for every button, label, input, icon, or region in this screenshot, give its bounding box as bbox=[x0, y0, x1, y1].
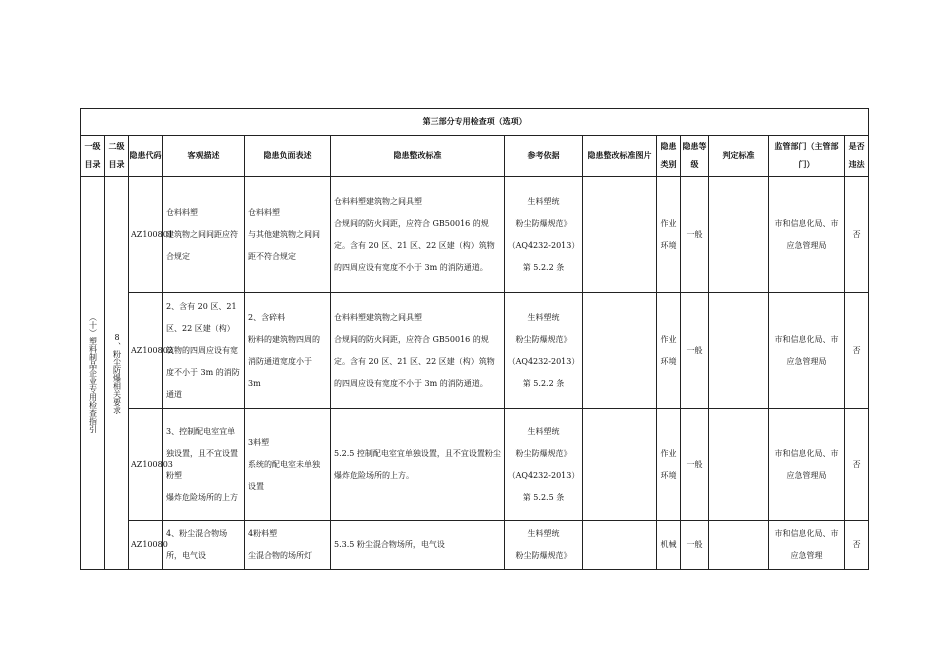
category-cell: 作业环境 bbox=[657, 409, 681, 521]
header-objective: 客观描述 bbox=[163, 136, 245, 177]
standard-cell: 5.3.5 粉尘混合物场所，电气设 bbox=[331, 521, 505, 570]
standard-cell: 仓料料塑建筑物之间具塑 合规间的防火间距，应符合 GB50016 的规定。含有 20 区、21 区、22 区建（构）筑物的四周应设有宽度不小于 3m 的消防通道。 bbox=[331, 177, 505, 293]
reference-cell: 生料塑统 粉尘防爆规范》 （AQ4232-2013） 第 5.2.2 条 bbox=[505, 177, 583, 293]
standard-cell: 仓料料塑建筑物之间具塑 合规间的防火间距，应符合 GB50016 的规定。含有 20 区、21 区、22 区建（构）筑物的四周应设有宽度不小于 3m 的消防通道。 bbox=[331, 293, 505, 409]
code-cell: AZ100803 bbox=[129, 409, 163, 521]
table-row bbox=[81, 293, 869, 409]
header-negative: 隐患负面表述 bbox=[245, 136, 331, 177]
objective-cell: 仓料料塑 建筑物之间间距应符合规定 bbox=[163, 177, 245, 293]
judgement-cell bbox=[709, 177, 769, 293]
image-cell bbox=[583, 177, 657, 293]
header-standard: 隐患整改标准 bbox=[331, 136, 505, 177]
table-row bbox=[81, 521, 869, 570]
table-title: 第三部分专用检查项（选项） bbox=[81, 109, 869, 136]
illegal-cell: 否 bbox=[845, 409, 869, 521]
level2-label: 8、粉尘防爆相关要求 bbox=[112, 332, 122, 414]
header-code: 隐患代码 bbox=[129, 136, 163, 177]
code-cell: AZ100801 bbox=[129, 177, 163, 293]
dept-cell: 市和信息化局、市应急管理局 bbox=[769, 177, 845, 293]
inspection-table bbox=[80, 108, 869, 570]
level1-cell bbox=[81, 177, 105, 570]
judgement-cell bbox=[709, 293, 769, 409]
level2-cell bbox=[105, 177, 129, 570]
illegal-cell: 否 bbox=[845, 177, 869, 293]
illegal-cell: 否 bbox=[845, 521, 869, 570]
table-row bbox=[81, 177, 869, 293]
reference-cell: 生料塑统 粉尘防爆规范》 bbox=[505, 521, 583, 570]
header-level2: 二级目录 bbox=[105, 136, 129, 177]
header-judgement: 判定标准 bbox=[709, 136, 769, 177]
standard-cell: 5.2.5 控制配电室宜单独设置，且不宜设置粉尘爆炸危险场所的上方。 bbox=[331, 409, 505, 521]
header-image: 隐患整改标准图片 bbox=[583, 136, 657, 177]
dept-cell: 市和信息化局、市应急管理局 bbox=[769, 293, 845, 409]
header-illegal: 是否违法 bbox=[845, 136, 869, 177]
reference-cell: 生料塑统 粉尘防爆规范》 （AQ4232-2013） 第 5.2.5 条 bbox=[505, 409, 583, 521]
image-cell bbox=[583, 521, 657, 570]
image-cell bbox=[583, 409, 657, 521]
category-cell: 作业环境 bbox=[657, 177, 681, 293]
level1-label: （十）塑料制品企业专用检查指引 bbox=[88, 313, 98, 433]
category-cell: 机械 bbox=[657, 521, 681, 570]
header-grade: 隐患等级 bbox=[681, 136, 709, 177]
code-cell: AZ100802 bbox=[129, 293, 163, 409]
header-category: 隐患类别 bbox=[657, 136, 681, 177]
negative-cell: 仓料料塑 与其他建筑物之间间距不符合规定 bbox=[245, 177, 331, 293]
header-dept: 监管部门（主管部门） bbox=[769, 136, 845, 177]
header-reference: 参考依据 bbox=[505, 136, 583, 177]
grade-cell: 一般 bbox=[681, 177, 709, 293]
negative-cell: 3料塑 系统的配电室未单独设置 bbox=[245, 409, 331, 521]
illegal-cell: 否 bbox=[845, 293, 869, 409]
objective-cell: 4、粉尘混合物场所，电气设 bbox=[163, 521, 245, 570]
category-cell: 作业环境 bbox=[657, 293, 681, 409]
judgement-cell bbox=[709, 409, 769, 521]
table-row bbox=[81, 409, 869, 521]
dept-cell: 市和信息化局、市应急管理局 bbox=[769, 409, 845, 521]
dept-cell: 市和信息化局、市应急管理 bbox=[769, 521, 845, 570]
grade-cell: 一般 bbox=[681, 293, 709, 409]
objective-cell: 2、含有 20 区、21 区、22 区建（构）筑物的四周应设有宽度不小于 3m 的消防通道 bbox=[163, 293, 245, 409]
objective-cell: 3、控制配电室宜单独设置，且不宜设置粉塑 爆炸危险场所的上方 bbox=[163, 409, 245, 521]
grade-cell: 一般 bbox=[681, 521, 709, 570]
judgement-cell bbox=[709, 521, 769, 570]
code-cell: AZ10080 bbox=[129, 521, 163, 570]
grade-cell: 一般 bbox=[681, 409, 709, 521]
reference-cell: 生料塑统 粉尘防爆规范》 （AQ4232-2013） 第 5.2.2 条 bbox=[505, 293, 583, 409]
header-level1: 一级目录 bbox=[81, 136, 105, 177]
negative-cell: 4粉料塑 尘混合物的场所灯 bbox=[245, 521, 331, 570]
inspection-table-page bbox=[80, 108, 868, 570]
image-cell bbox=[583, 293, 657, 409]
negative-cell: 2、含碎料 粉料的建筑物四周的消防通道宽度小于 3m bbox=[245, 293, 331, 409]
